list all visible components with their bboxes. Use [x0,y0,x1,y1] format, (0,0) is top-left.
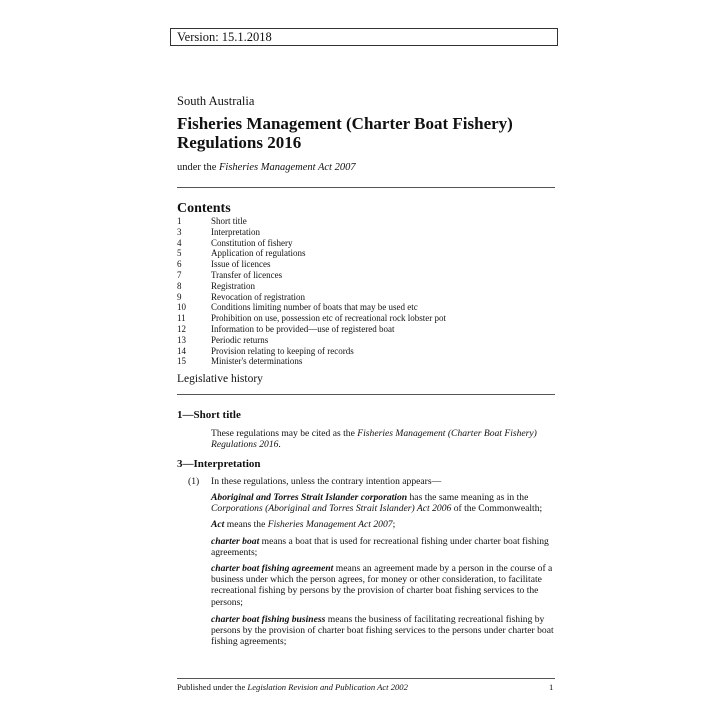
toc-item-title: Minister's determinations [211,356,303,367]
toc-item-number: 12 [177,323,186,334]
toc-item-number: 1 [177,216,182,226]
toc-item-number: 7 [177,269,182,280]
definition-citation: Corporations (Aboriginal and Torres Strait Islander) Act 2006 [211,503,452,515]
definition-term: Act [211,519,225,530]
toc-item[interactable] [177,248,446,259]
definition-text: of the Commonwealth; [451,503,543,515]
definition-term: charter boat fishing agreement [211,563,334,574]
toc-item-number: 5 [177,248,182,259]
toc-item-number: 14 [177,345,186,356]
toc-item-number: 4 [177,237,182,248]
toc-item-title: Interpretation [211,226,260,237]
definition-citation: Fisheries Management Act 2007 [267,519,393,530]
under-act-line [177,162,356,173]
section-3-intro: In these regulations, unless the contrary intention appears— [211,476,442,487]
footer-prefix: Published under the [177,682,248,692]
definition-text: has the same meaning as in the [407,492,529,503]
divider [177,187,555,188]
s1-citation: Fisheries Management (Charter Boat Fishery) Regulations 2016 [211,428,537,451]
definition-term: Aboriginal and Torres Strait Islander corporation [211,492,408,503]
contents-heading: Contents [177,201,231,216]
page-number: 1 [549,682,554,692]
toc-item-title: Transfer of licences [211,269,283,280]
toc-item[interactable] [177,216,446,227]
toc-legislative-history[interactable]: Legislative history [177,373,263,385]
definition-charter-boat [211,536,556,558]
subsection-number: (1) [188,476,200,487]
toc-item[interactable] [177,313,446,324]
definition-text: means the business of facilitating recreational fishing by persons by the provision of charter boat fishing services to the persons under charter boat fishing agreements; [211,614,554,648]
toc-item[interactable] [177,324,446,335]
s1-prefix: These regulations may be cited as the [211,428,358,439]
toc-item[interactable] [177,292,446,303]
under-act-name: Fisheries Management Act 2007 [219,162,356,173]
toc-item-title: Periodic returns [211,334,269,345]
toc-item[interactable] [177,346,446,357]
toc-item[interactable] [177,281,446,292]
jurisdiction: South Australia [177,94,255,108]
toc-item-title: Prohibition on use, possession etc of recreational rock lobster pot [211,313,446,324]
toc-item-number: 10 [177,302,186,313]
toc-item-title: Issue of licences [211,259,271,270]
definition-text: means the [224,519,268,530]
toc-item-title: Registration [211,280,255,291]
regulation-title: Fisheries Management (Charter Boat Fishery) Regulations 2016 [177,114,513,152]
definition-atsi-corporation [211,492,556,514]
toc-item-number: 9 [177,291,182,302]
toc-item-number: 3 [177,226,182,237]
toc-item[interactable] [177,335,446,346]
version-box: Version: 15.1.2018 [170,28,558,46]
definition-charter-boat-fishing-business [211,614,556,648]
section-3-heading: 3—Interpretation [177,458,261,470]
s1-suffix: . [278,439,281,451]
toc-item-title: Revocation of registration [211,291,305,302]
toc-item-title: Information to be provided—use of registered boat [211,323,395,334]
definition-text: means an agreement made by a person in the course of a business under which the person agrees, for money or other consideration, to facilitate recreational fishing by persons by the provision of charter boat fishing services to the persons; [211,563,553,608]
table-of-contents [177,216,446,367]
toc-item-title: Constitution of fishery [211,237,293,248]
toc-item-number: 13 [177,334,186,345]
toc-item-number: 8 [177,280,182,291]
footer-act: Legislation Revision and Publication Act 2002 [247,682,408,692]
toc-item-title: Short title [211,216,247,226]
under-prefix: under the [177,162,219,173]
definition-charter-boat-fishing-agreement [211,563,556,608]
divider [177,394,555,395]
definition-act [211,519,556,530]
toc-item-title: Provision relating to keeping of records [211,345,354,356]
section-1-text [211,428,556,450]
footer-divider [177,678,555,679]
toc-item[interactable] [177,356,446,367]
toc-item-number: 15 [177,356,186,367]
toc-item-number: 11 [177,313,186,324]
definition-term: charter boat fishing business [211,614,326,625]
definition-term: charter boat [211,536,260,547]
footer-publication-note [177,682,408,692]
toc-item[interactable] [177,302,446,313]
toc-item-title: Conditions limiting number of boats that may be used etc [211,302,418,313]
toc-item[interactable] [177,259,446,270]
toc-item-title: Application of regulations [211,248,306,259]
toc-item-number: 6 [177,259,182,270]
toc-item[interactable] [177,270,446,281]
toc-item[interactable] [177,238,446,249]
toc-item[interactable] [177,227,446,238]
definition-text: ; [392,519,396,530]
definition-text: means a boat that is used for recreational fishing under charter boat fishing agreements; [211,536,549,559]
section-1-heading: 1—Short title [177,409,241,421]
